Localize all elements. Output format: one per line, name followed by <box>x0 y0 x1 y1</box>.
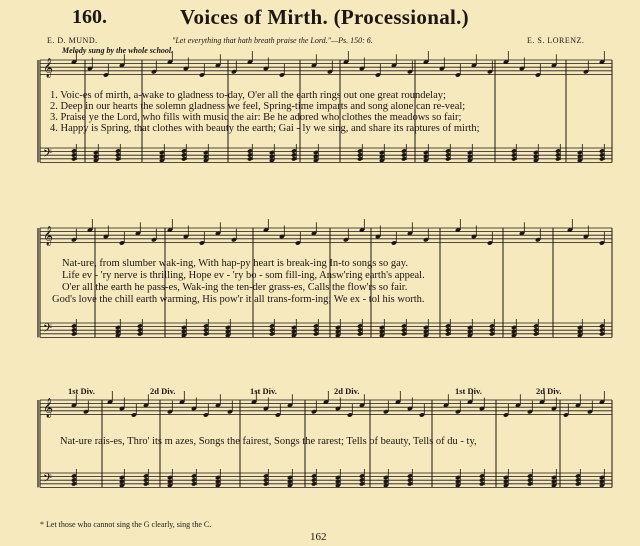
verse-line-2: 2. Deep in our hearts the solemn gladness we feel, Spring-time imparts and song alone can re-veal; <box>50 101 466 112</box>
treble-clef-icon: 𝄞 <box>43 398 54 418</box>
stanza-line-1: Nat-ure, from slumber wak-ing, With hap-py heart is break-ing In-to songs so gay. <box>62 258 408 269</box>
bass-clef-icon: 𝄢 <box>43 472 53 488</box>
stanza-line-4: God's love the chill earth warming, His pow'r it all trans-form-ing; We ex - tol his worth. <box>52 294 425 305</box>
division-mark: 1st Div. <box>250 386 277 396</box>
refrain-lyric: Nat-ure rais-es, Thro' its m azes, Songs the fairest, Songs the rarest; Tells of beauty, Tells of du - ty, <box>60 436 477 447</box>
stanza-line-2: Life ev - 'ry nerve is thrilling, Hope ev - 'ry bo - som fill-ing, Answ'ring earth's appeal. <box>62 270 425 281</box>
division-mark: 2d Div. <box>334 386 360 396</box>
division-mark: 1st Div. <box>68 386 95 396</box>
division-mark: 1st Div. <box>455 386 482 396</box>
division-mark: 2d Div. <box>150 386 176 396</box>
bass-clef-icon: 𝄢 <box>43 322 53 338</box>
page-number: 162 <box>310 531 327 543</box>
footnote: * Let those who cannot sing the G clearly, sing the C. <box>40 520 212 529</box>
music-author: E. S. LORENZ. <box>527 36 585 45</box>
verse-line-1: 1. Voic-es of mirth, a-wake to gladness to-day, O'er all the earth rings out one great roundelay; <box>50 90 446 101</box>
stanza-line-3: O'er all the earth he pass-es, Wak-ing the ten-der grass-es, Calls the flow'rs so fair. <box>62 282 408 293</box>
verse-line-3: 3. Praise ye the Lord, who fills with music the air: Be he adored who clothes the meadows so fair; <box>50 112 462 123</box>
division-mark: 2d Div. <box>536 386 562 396</box>
verse-line-4: 4. Happy is Spring, that clothes with beauty the earth; Gai - ly we sing, and share its raptures of mirth; <box>50 123 480 134</box>
hymn-title: Voices of Mirth. (Processional.) <box>180 5 469 29</box>
treble-clef-icon: 𝄞 <box>43 58 54 78</box>
melody-instruction: Melody sung by the whole school. <box>62 46 174 55</box>
treble-clef-icon: 𝄞 <box>43 226 54 246</box>
words-author: E. D. MUND. <box>47 36 98 45</box>
epigraph: "Let everything that hath breath praise the Lord."—Ps. 150: 6. <box>172 36 373 45</box>
hymn-number: 160. <box>72 6 107 28</box>
bass-clef-icon: 𝄢 <box>43 147 53 163</box>
